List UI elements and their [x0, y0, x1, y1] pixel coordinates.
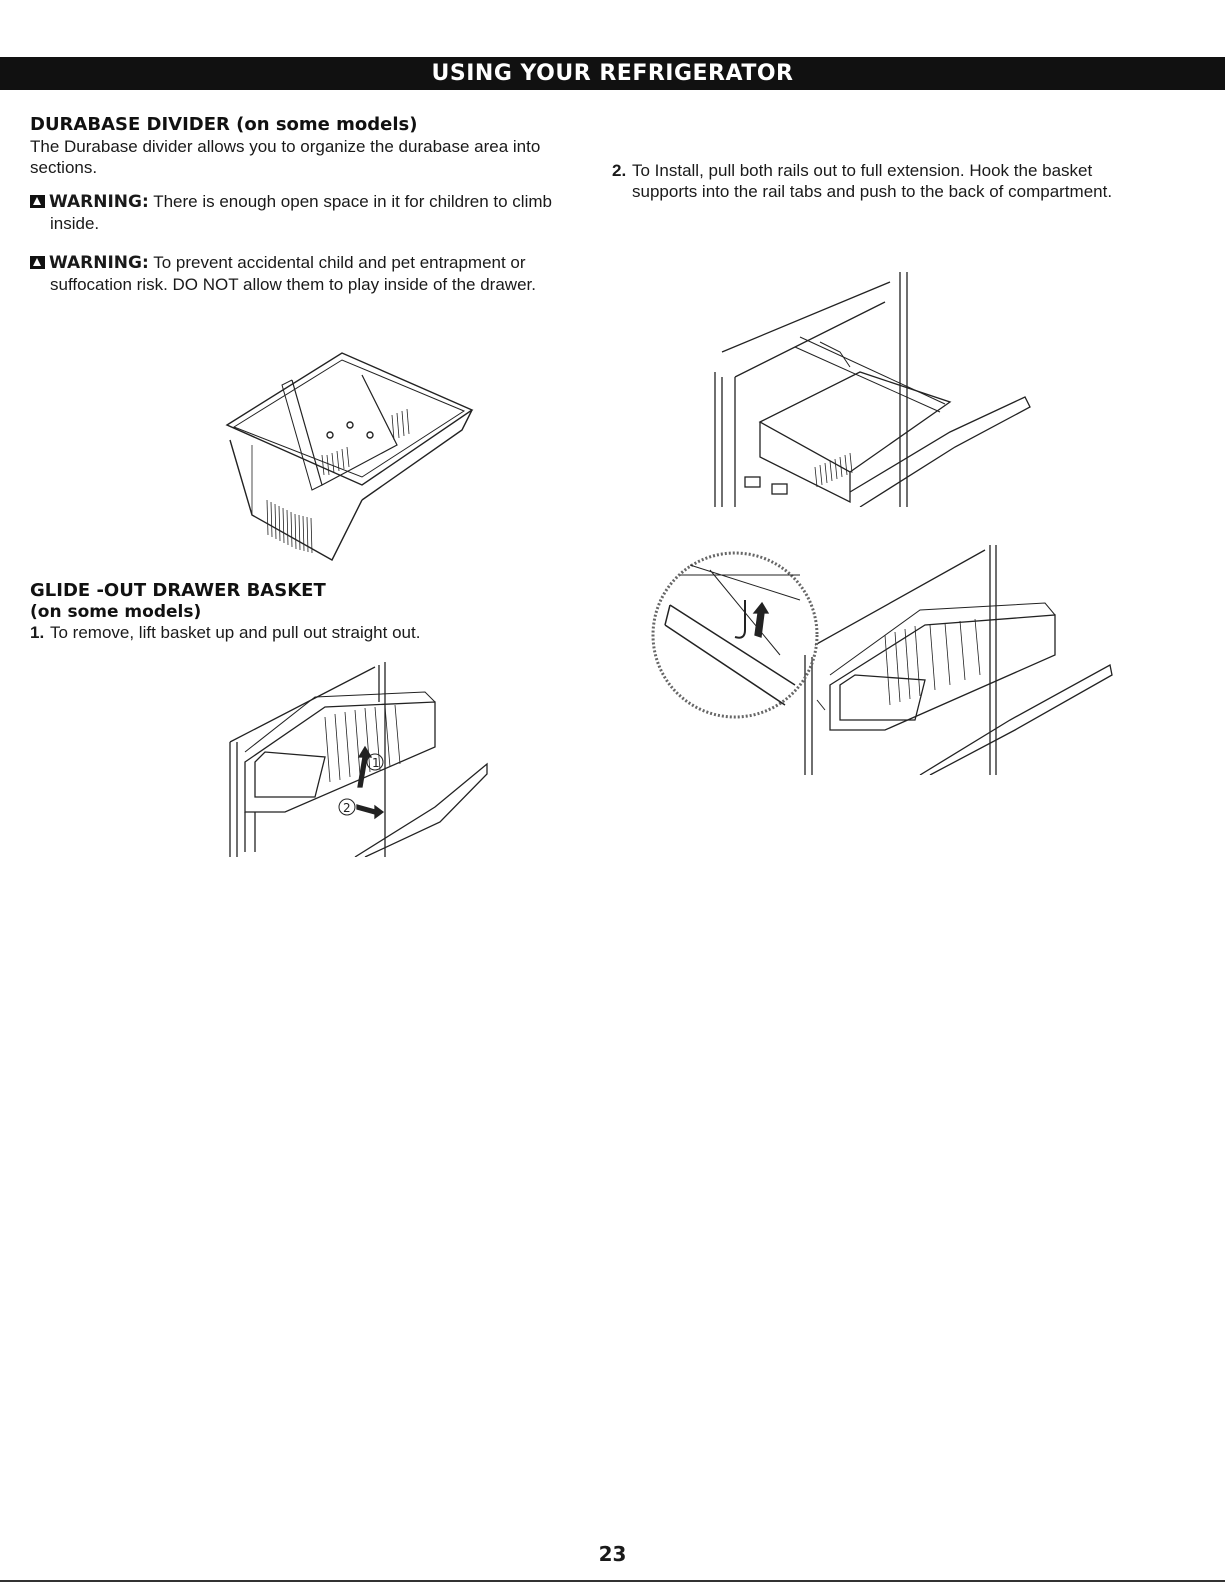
warning-1-label: WARNING:: [49, 192, 149, 212]
page-number: 23: [598, 1542, 627, 1566]
bottom-rule: [0, 1580, 1225, 1582]
left-column: [30, 114, 600, 295]
basket-install-illustration: [650, 545, 1120, 775]
step-1-text: To remove, lift basket up and pull out straight out.: [50, 623, 421, 642]
warning-triangle-icon: [30, 256, 45, 269]
step-1-number: 1.: [30, 623, 45, 642]
warning-1-text: There is enough open space in it for children to climb inside.: [50, 192, 552, 233]
warning-2-label: WARNING:: [49, 253, 149, 273]
warning-triangle-icon: [30, 195, 45, 208]
page-header-banner: USING YOUR REFRIGERATOR: [0, 57, 1225, 90]
step-2: [612, 160, 1142, 202]
right-column: [612, 160, 1142, 202]
step-1: [30, 622, 590, 643]
warning-2-text: To prevent accidental child and pet entrapment or suffocation risk. DO NOT allow them to play inside of the drawer.: [50, 253, 536, 294]
step-2-number: 2.: [612, 161, 627, 180]
callout-1: 1: [372, 756, 380, 770]
durabase-basket-illustration: [222, 345, 482, 565]
warning-2: [30, 252, 600, 295]
rail-extension-illustration: [700, 272, 1035, 507]
callout-2: 2: [343, 801, 351, 815]
glide-subheading: (on some models): [30, 602, 202, 622]
drawer-removal-illustration: [225, 662, 495, 857]
warning-1: [30, 191, 600, 234]
step-2-text: To Install, pull both rails out to full extension. Hook the basket supports into the rail tabs and push to the back of compartment.: [632, 161, 1113, 201]
glide-section: [30, 580, 590, 643]
durabase-heading: DURABASE DIVIDER (on some models): [30, 114, 418, 135]
durabase-intro: The Durabase divider allows you to organize the durabase area into sections.: [30, 137, 541, 177]
glide-heading: GLIDE -OUT DRAWER BASKET: [30, 580, 326, 601]
